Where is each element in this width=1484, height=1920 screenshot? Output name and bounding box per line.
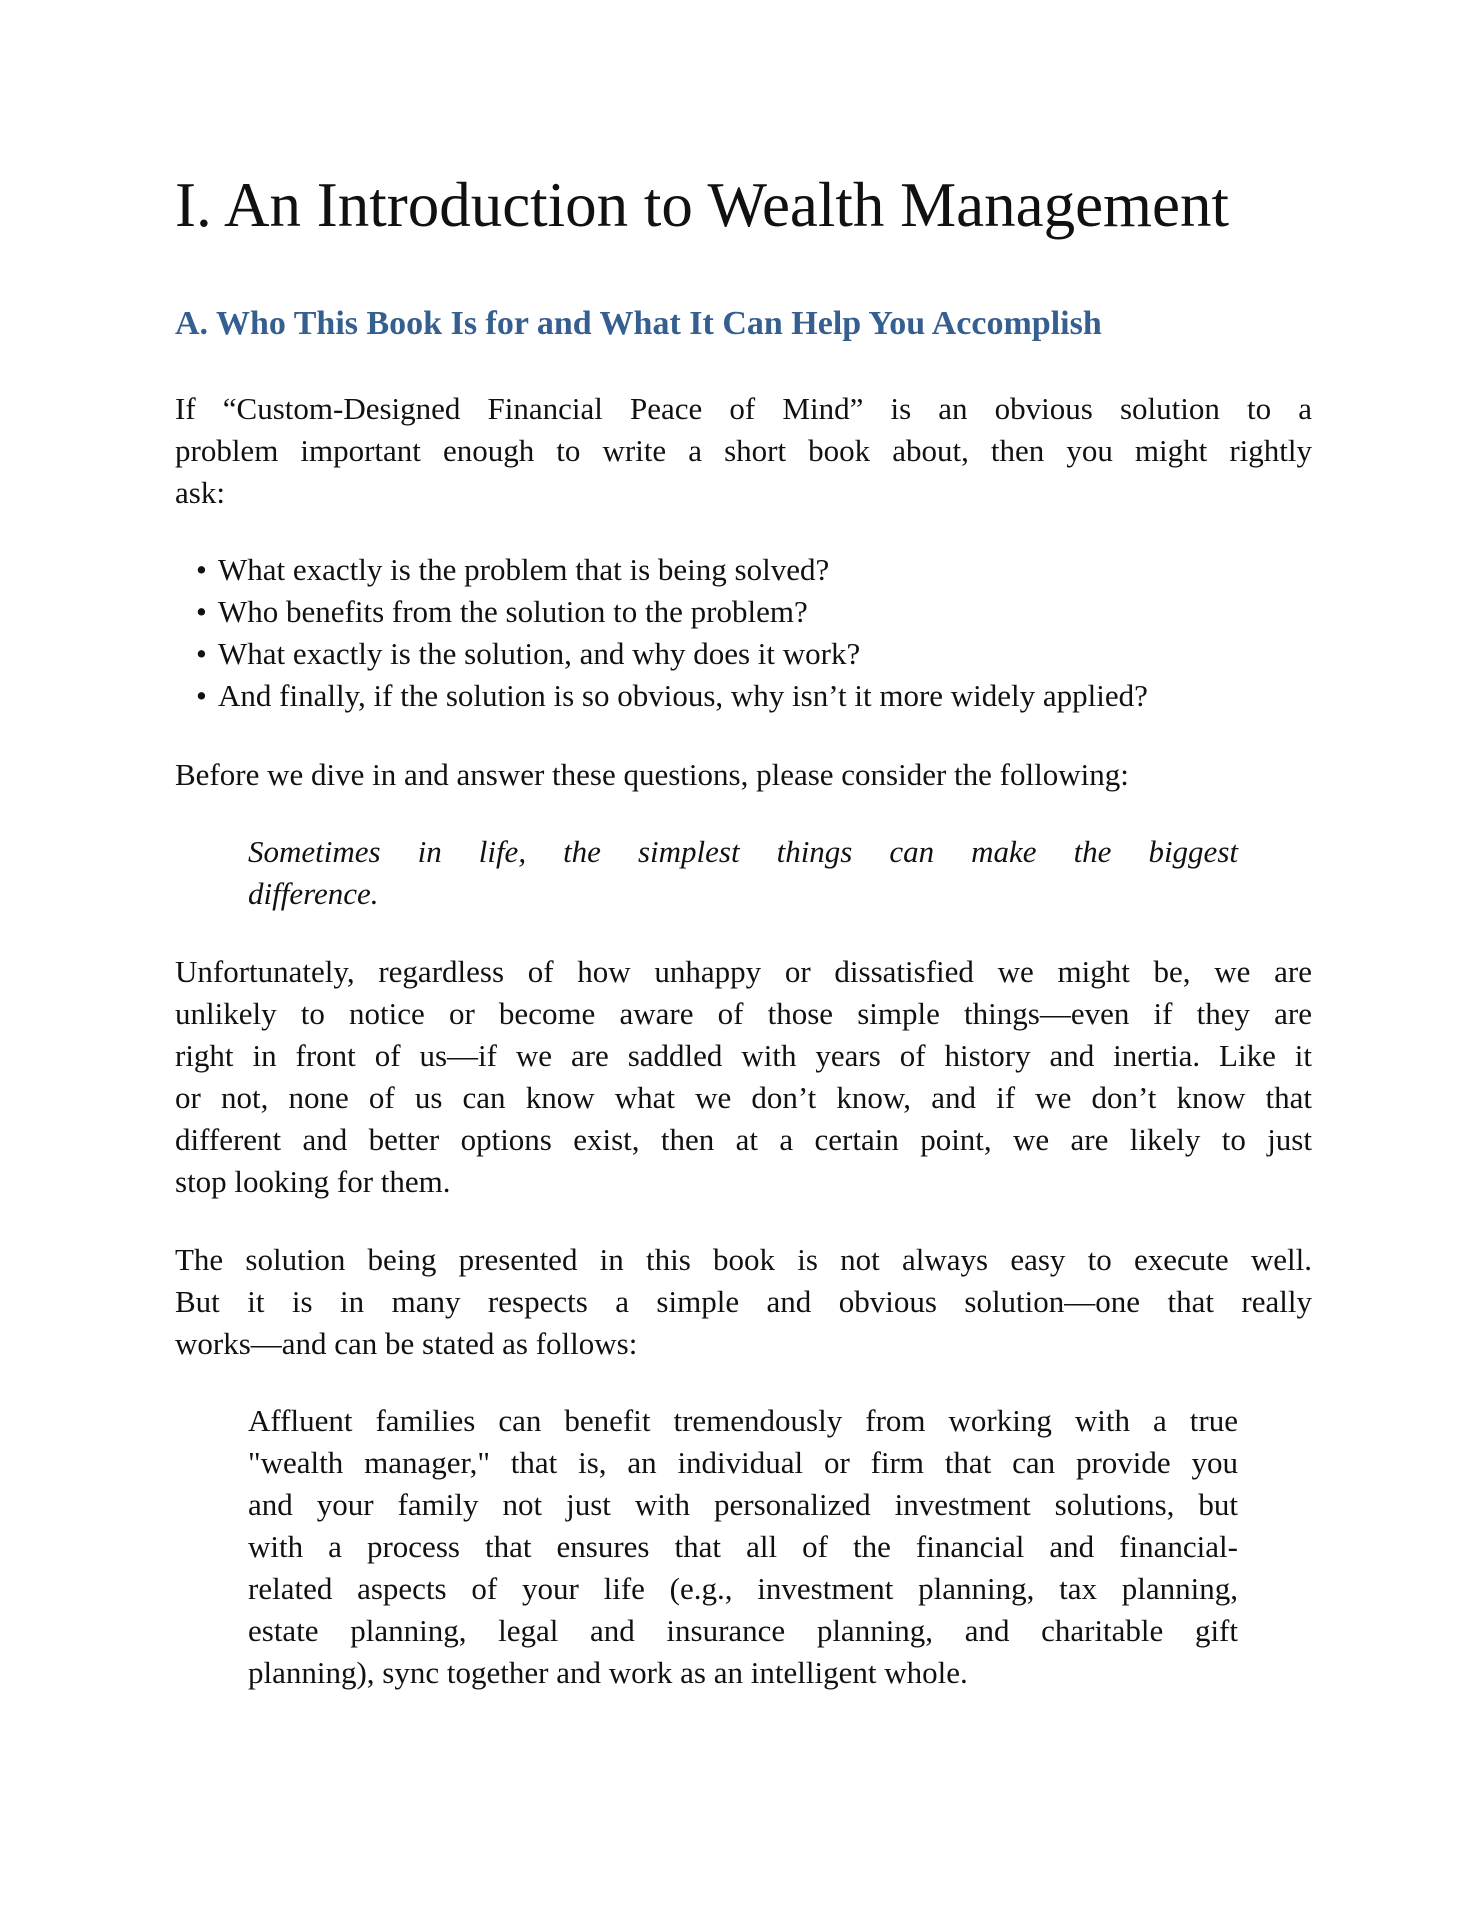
paragraph-unfortunately [175,951,1312,1203]
list-item [196,633,1148,675]
list-item-text: What exactly is the solution, and why does it work? [218,636,861,671]
text-line: difference. [248,876,379,911]
text-line: Sometimes in life, the simplest things can make the biggest [248,834,1238,869]
text-line: works—and can be stated as follows: [175,1326,638,1361]
bullet-icon: • [196,636,207,671]
paragraph-before [175,754,1312,796]
section-heading: A. Who This Book Is for and What It Can Help You Accomplish [175,305,1102,342]
text-line: estate planning, legal and insurance planning, and charitable gift [248,1613,1238,1648]
quote-wealth-manager [248,1400,1238,1694]
text-line: right in front of us—if we are saddled with years of history and inertia. Like it [175,1038,1312,1073]
bullet-list [196,549,1148,717]
list-item [196,549,1148,591]
text-line: Before we dive in and answer these questions, please consider the following: [175,757,1129,792]
text-line: related aspects of your life (e.g., investment planning, tax planning, [248,1571,1238,1606]
list-item [196,591,1148,633]
text-line: unlikely to notice or become aware of those simple things—even if they are [175,996,1312,1031]
list-item-text: Who benefits from the solution to the problem? [218,594,808,629]
bullet-icon: • [196,678,207,713]
text-line: If “Custom-Designed Financial Peace of Mind” is an obvious solution to a [175,391,1312,426]
text-line: planning), sync together and work as an intelligent whole. [248,1655,968,1690]
text-line: stop looking for them. [175,1164,451,1199]
text-line: But it is in many respects a simple and obvious solution—one that really [175,1284,1312,1319]
text-line: and your family not just with personalized investment solutions, but [248,1487,1238,1522]
text-line: "wealth manager," that is, an individual or firm that can provide you [248,1445,1238,1480]
chapter-title: I. An Introduction to Wealth Management [175,170,1230,240]
text-line: or not, none of us can know what we don’t know, and if we don’t know that [175,1080,1312,1115]
text-line: The solution being presented in this book is not always easy to execute well. [175,1242,1312,1277]
text-line: ask: [175,475,225,510]
paragraph-solution [175,1239,1312,1365]
text-line: Affluent families can benefit tremendously from working with a true [248,1403,1238,1438]
text-line: problem important enough to write a short book about, then you might rightly [175,433,1312,468]
list-item-text: What exactly is the problem that is being solved? [218,552,830,587]
list-item [196,675,1148,717]
bullet-icon: • [196,552,207,587]
text-line: Unfortunately, regardless of how unhappy or dissatisfied we might be, we are [175,954,1312,989]
text-line: different and better options exist, then at a certain point, we are likely to just [175,1122,1312,1157]
paragraph-intro [175,388,1312,514]
bullet-icon: • [196,594,207,629]
text-line: with a process that ensures that all of the financial and financial- [248,1529,1238,1564]
list-item-text: And finally, if the solution is so obvious, why isn’t it more widely applied? [218,678,1148,713]
quote-simplest-things [248,831,1238,915]
